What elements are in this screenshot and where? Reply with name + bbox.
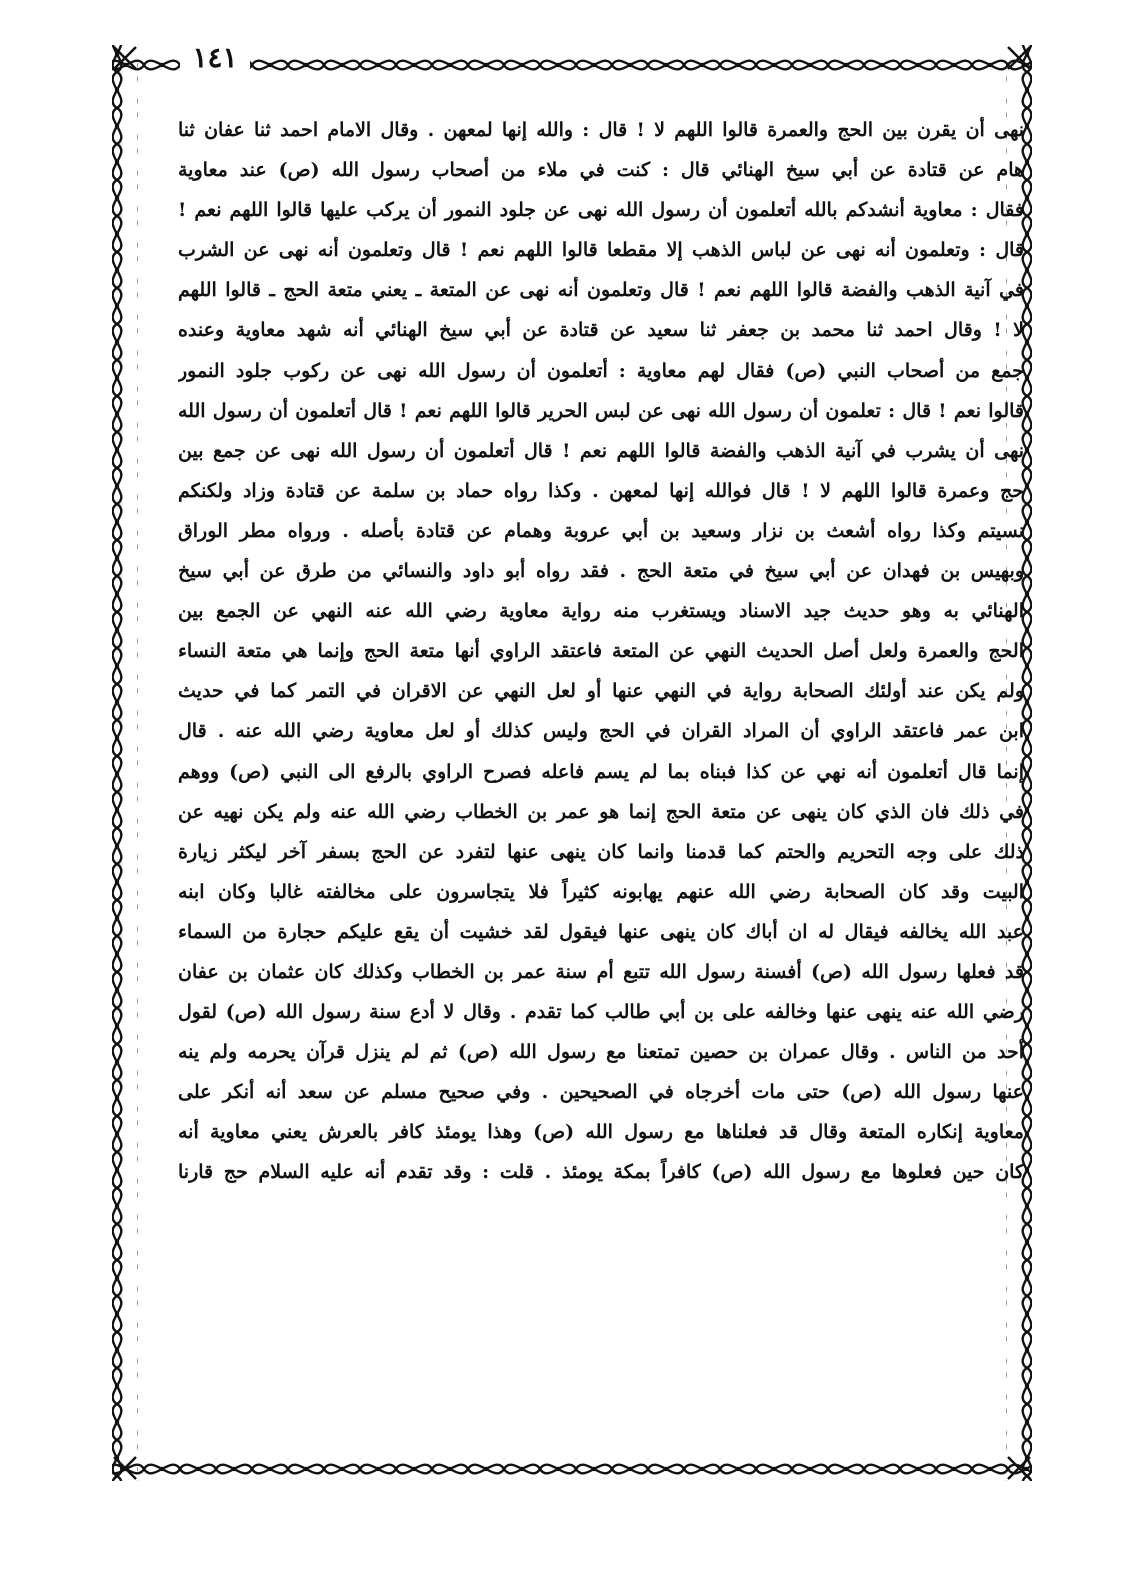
text-line: الهنائي به وهو حديث جيد الاسناد ويستغرب منه رواية معاوية رضي الله عنه النهي عن الجمع بين xyxy=(178,600,1024,623)
body-text xyxy=(178,110,1024,1428)
text-line: في آنية الذهب والفضة قالوا اللهم نعم ! قال وتعلمون أنه نهى عن المتعة ـ يعني متعة الحج ـ قالوا اللهم xyxy=(178,279,1024,302)
text-line: نهى أن يشرب في آنية الذهب والفضة قالوا اللهم نعم ! قال أتعلمون أن رسول الله نهى عن جمع بين xyxy=(178,439,1024,462)
text-line: ولم يكن عند أولئك الصحابة رواية في النهي عنها أو لعل النهي عن الاقران في التمر كما في حديث xyxy=(178,680,1024,703)
text-line: عنها رسول الله (ص) حتى مات أخرجاه في الصحيحين . وفي صحيح مسلم عن سعد أنه أنكر على xyxy=(178,1081,1024,1104)
page-number: ١٤١ xyxy=(180,38,250,78)
text-line: الحج والعمرة ولعل أصل الحديث النهي عن المتعة فاعتقد الراوي أنها متعة الحج وإنما هي متعة النساء xyxy=(178,640,1024,663)
text-line: إنما قال أتعلمون أنه نهي عن كذا فبناه بما لم يسم فاعله فصرح الراوي بالرفع الى النبي (ص) ووهم xyxy=(178,760,1024,783)
text-line: أحد من الناس . وقال عمران بن حصين تمتعنا مع رسول الله (ص) ثم لم ينزل قرآن يحرمه ولم ينه xyxy=(178,1041,1024,1064)
text-line: وبهيس بن فهدان عن أبي سيخ في متعة الحج . فقد رواه أبو داود والنسائي من طرق عن أبي سيخ xyxy=(178,560,1024,583)
text-line: حج وعمرة قالوا اللهم لا ! قال فوالله إنها لمعهن . وكذا رواه حماد بن سلمة عن قتادة وزاد ولكنكم xyxy=(178,479,1024,502)
text-line: رضي الله عنه ينهى عنها وخالفه على بن أبي طالب كما تقدم . وقال لا أدع سنة رسول الله (ص) لقول xyxy=(178,1001,1024,1024)
text-line: البيت وقد كان الصحابة رضي الله عنهم يهابونه كثيراً فلا يتجاسرون على مخالفته غالبا وكان ابنه xyxy=(178,880,1024,903)
text-line: كان حين فعلوها مع رسول الله (ص) كافراً بمكة يومئذ . قلت : وقد تقدم أنه عليه السلام حج قارنا xyxy=(178,1161,1024,1184)
text-line: قد فعلها رسول الله (ص) أفسنة رسول الله تتبع أم سنة عمر بن الخطاب وكذلك كان عثمان بن عفان xyxy=(178,960,1024,983)
text-line: هام عن قتادة عن أبي سيخ الهنائي قال : كنت في ملاء من أصحاب رسول الله (ص) عند معاوية xyxy=(178,159,1024,182)
text-line: قالوا نعم ! قال : تعلمون أن رسول الله نهى عن لبس الحرير قالوا اللهم نعم ! قال أتعلمون أن رسول الله xyxy=(178,399,1024,422)
text-line: نهى أن يقرن بين الحج والعمرة قالوا اللهم لا ! قال : والله إنها لمعهن . وقال الامام احمد ثنا عفان ثنا xyxy=(178,119,1024,141)
text-line: لا ! وقال احمد ثنا محمد بن جعفر ثنا سعيد عن قتادة عن أبي سيخ الهنائي أنه شهد معاوية وعنده xyxy=(178,319,1024,342)
text-line: فقال : معاوية أنشدكم بالله أتعلمون أن رسول الله نهى عن جلود النمور أن يركب عليها قالوا اللهم نعم ! xyxy=(178,199,1024,222)
text-line: نسيتم وكذا رواه أشعث بن نزار وسعيد بن أبي عروبة وهمام عن قتادة بأصله . ورواه مطر الوراق xyxy=(178,519,1024,542)
text-line: في ذلك فان الذي كان ينهى عن متعة الحج إنما هو عمر بن الخطاب رضي الله عنه ولم يكن نهيه عن xyxy=(178,800,1024,823)
text-line: قال : وتعلمون أنه نهى عن لباس الذهب إلا مقطعا قالوا اللهم نعم ! قال وتعلمون أنه نهى عن الشرب xyxy=(178,239,1024,262)
text-line: ذلك على وجه التحريم والحتم كما قدمنا وانما كان ينهى عنها لتفرد عن الحج بسفر آخر ليكثر زيارة xyxy=(178,840,1024,863)
text-line: عبد الله يخالفه فيقال له ان أباك كان ينهى عنها فيقول لقد خشيت أن يقع عليكم حجارة من السماء xyxy=(178,920,1024,943)
text-line: معاوية إنكاره المتعة وقال قد فعلناها مع رسول الله (ص) وهذا يومئذ كافر بالعرش يعني معاوية أنه xyxy=(178,1121,1024,1144)
text-line: ابن عمر فاعتقد الراوي أن المراد القران في الحج وليس كذلك أو لعل معاوية رضي الله عنه . قال xyxy=(178,720,1024,743)
text-line: جمع من أصحاب النبي (ص) فقال لهم معاوية : أتعلمون أن رسول الله نهى عن ركوب جلود النمور xyxy=(178,359,1024,382)
